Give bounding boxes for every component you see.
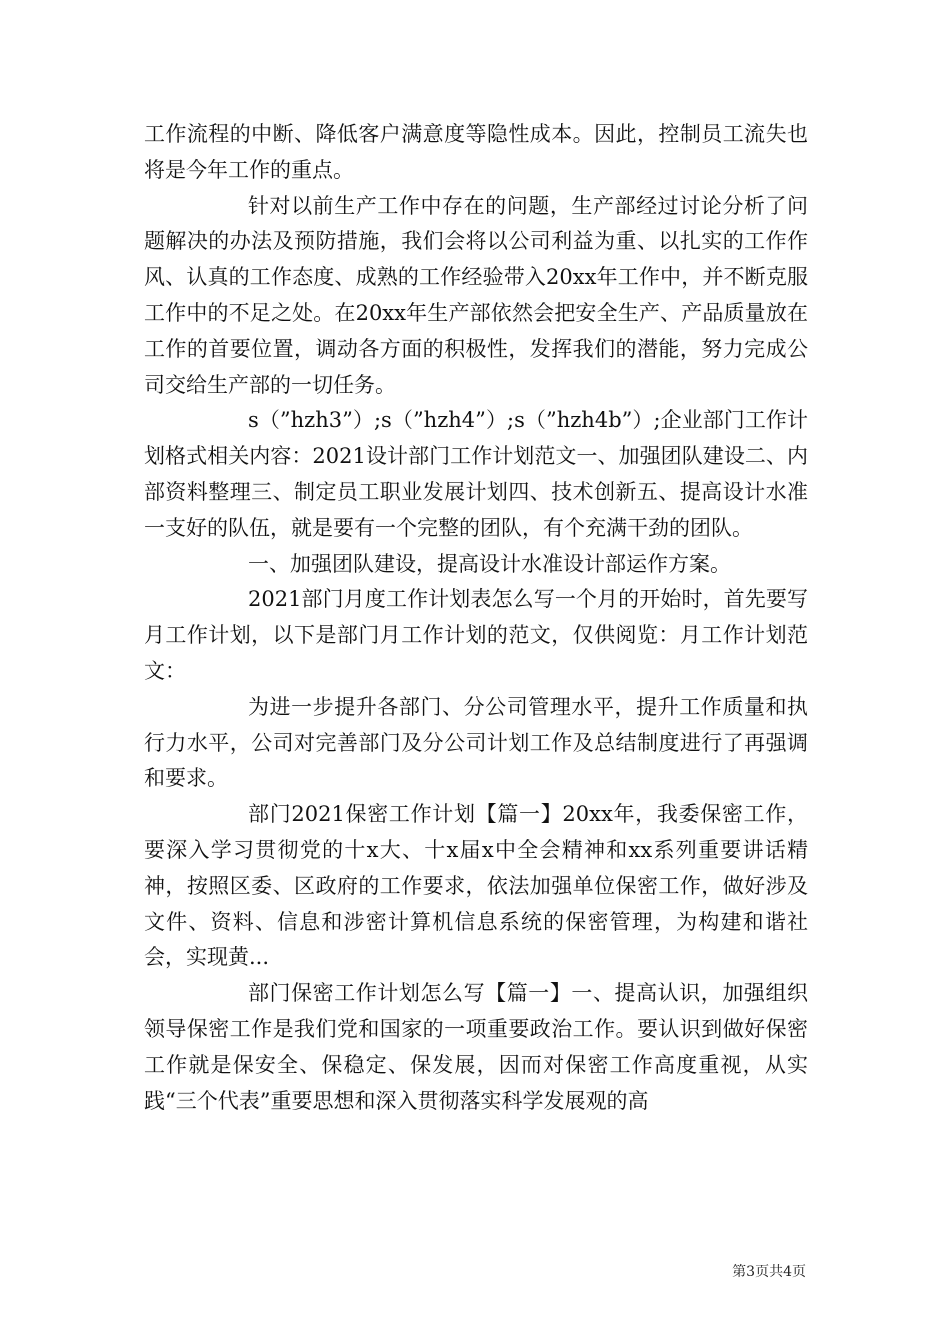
paragraph-1: 工作流程的中断、降低客户满意度等隐性成本。因此，控制员工流失也将是今年工作的重点。	[144, 122, 808, 182]
document-body	[144, 117, 808, 1119]
paragraph-8: 部门保密工作计划怎么写【篇一】一、提高认识，加强组织领导保密工作是我们党和国家的一项重要政治工作。要认识到做好保密工作就是保安全、保稳定、保发展，因而对保密工作高度重视，从实践“三个代表”重要思想和深入贯彻落实科学发展观的高	[144, 981, 808, 1113]
paragraph-3: s（”hzh3”）;s（”hzh4”）;s（”hzh4b”）;企业部门工作计划格式相关内容：2021设计部门工作计划范文一、加强团队建设二、内部资料整理三、制定员工职业发展计划四、技术创新五、提高设计水准一支好的队伍，就是要有一个完整的团队，有个充满干劲的团队。	[144, 408, 808, 540]
paragraph-5: 2021部门月度工作计划表怎么写一个月的开始时，首先要写月工作计划，以下是部门月工作计划的范文，仅供阅览：月工作计划范文：	[144, 587, 808, 683]
paragraph-6: 为进一步提升各部门、分公司管理水平，提升工作质量和执行力水平，公司对完善部门及分公司计划工作及总结制度进行了再强调和要求。	[144, 694, 808, 791]
page-number-footer: 第3页共4页	[732, 1264, 806, 1280]
paragraph-7: 部门2021保密工作计划【篇一】20xx年，我委保密工作，要深入学习贯彻党的十x大、十x届x中全会精神和xx系列重要讲话精神，按照区委、区政府的工作要求，依法加强单位保密工作，做好涉及文件、资料、信息和涉密计算机信息系统的保密管理，为构建和谐社会，实现黄...	[144, 802, 808, 970]
paragraph-4: 一、加强团队建设，提高设计水准设计部运作方案。	[248, 551, 731, 576]
paragraph-2: 针对以前生产工作中存在的问题，生产部经过讨论分析了问题解决的办法及预防措施，我们会将以公司利益为重、以扎实的工作作风、认真的工作态度、成熟的工作经验带入20xx年工作中，并不断克服工作中的不足之处。在20xx年生产部依然会把安全生产、产品质量放在工作的首要位置，调动各方面的积极性，发挥我们的潜能，努力完成公司交给生产部的一切任务。	[144, 193, 808, 397]
